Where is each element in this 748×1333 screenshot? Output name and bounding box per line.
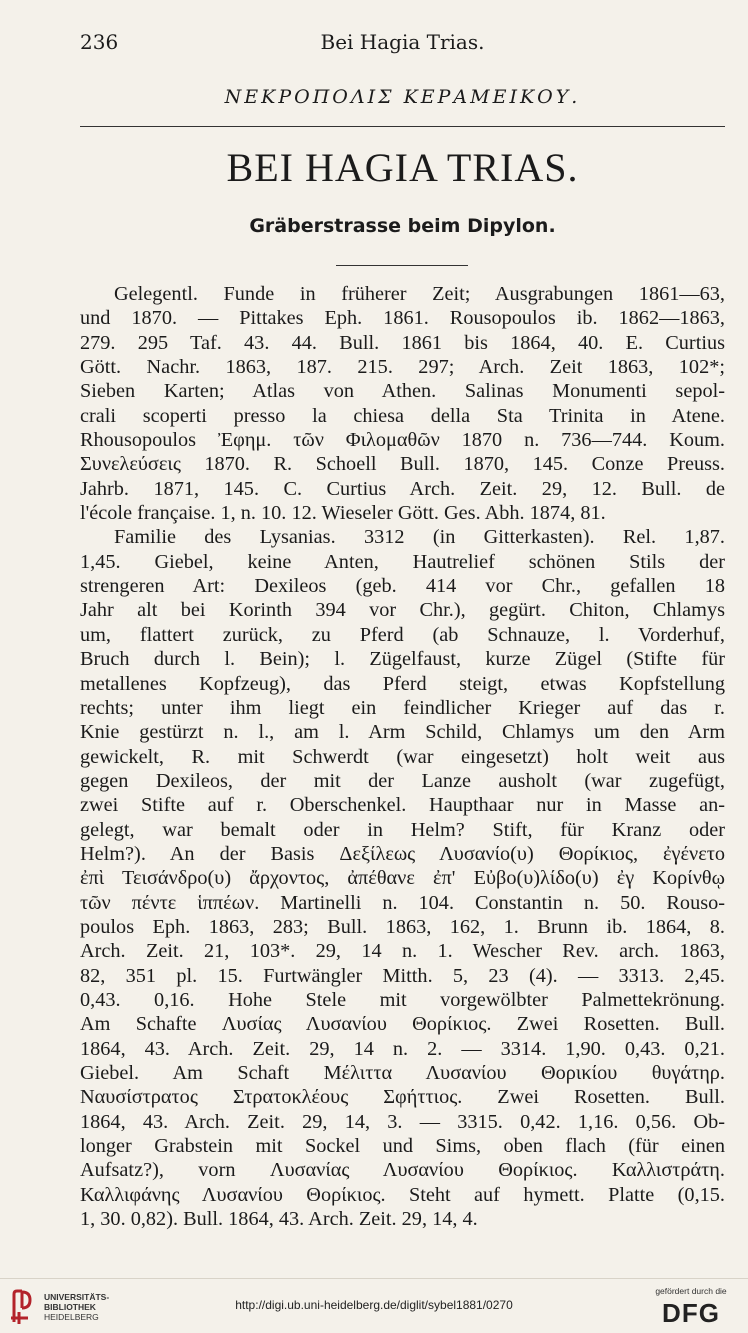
- source-url-link[interactable]: http://digi.ub.uni-heidelberg.de/diglit/sybel1881/0270: [235, 1298, 513, 1312]
- text-line: zwei Stifte auf r. Oberschenkel. Haupthaar nur in Masse an-: [80, 794, 725, 817]
- text-line: Giebel. Am Schaft Μέλιττα Λυσανίου Θορικίου θυγάτηρ.: [80, 1062, 725, 1084]
- subtitle-divider: [336, 265, 468, 266]
- text-line: Familie des Lysanias. 3312 (in Gitterkasten). Rel. 1,87.: [114, 526, 725, 549]
- footer-divider: [0, 1278, 748, 1279]
- text-line: 82, 351 pl. 15. Furtwängler Mitth. 5, 23 (4). — 3313. 2,45.: [80, 964, 725, 987]
- running-title: Bei Hagia Trias.: [320, 30, 485, 54]
- library-name-line: BIBLIOTHEK: [44, 1302, 96, 1312]
- dfg-logo: DFG: [662, 1298, 720, 1328]
- page-header: [80, 30, 725, 62]
- text-line: Καλλιφάνης Λυσανίου Θορίκιος. Steht auf hymett. Platte (0,15.: [80, 1183, 725, 1206]
- text-line: 1,45. Giebel, keine Anten, Hautrelief schönen Stils der: [80, 550, 725, 573]
- text-line: Aufsatz?), vorn Λυσανίας Λυσανίου Θορίκιος. Καλλιστράτη.: [80, 1159, 725, 1182]
- text-line: Rhousopoulos Ἐφημ. τῶν Φιλομαθῶν 1870 n. 736—744. Koum.: [80, 429, 725, 452]
- text-line: τῶν πέντε ἱππέων. Martinelli n. 104. Constantin n. 50. Rouso-: [80, 891, 725, 914]
- text-line: l'école française. 1, n. 10. 12. Wieseler Gött. Ges. Abh. 1874, 81.: [80, 502, 606, 525]
- text-line: Helm?). An der Basis Δεξίλεως Λυσανίο(υ) Θορίκιος, ἐγένετο: [80, 842, 725, 865]
- text-line: longer Grabstein mit Sockel und Sims, oben flach (für einen: [80, 1135, 725, 1158]
- text-line: 0,43. 0,16. Hohe Stele mit vorgewölbter Palmettekrönung.: [80, 988, 725, 1011]
- library-name-line: HEIDELBERG: [44, 1312, 99, 1322]
- library-name-line: UNIVERSITÄTS-: [44, 1292, 110, 1302]
- greek-section-title: ΝΕΚΡΟΠΟΛΙΣ ΚΕΡΑΜΕΙΚΟΥ.: [224, 86, 581, 108]
- text-line: crali scoperti presso la chiesa della Sta Trinita in Atene.: [80, 404, 725, 427]
- text-line: 1864, 43. Arch. Zeit. 29, 14, 3. — 3315. 0,42. 1,16. 0,56. Ob-: [80, 1110, 725, 1133]
- text-line: Am Schafte Λυσίας Λυσανίου Θορίκιος. Zwei Rosetten. Bull.: [80, 1013, 725, 1036]
- title-divider: [80, 126, 725, 127]
- text-line: Gött. Nachr. 1863, 187. 215. 297; Arch. Zeit 1863, 102*;: [80, 356, 725, 379]
- text-line: Jahrb. 1871, 145. C. Curtius Arch. Zeit. 29, 12. Bull. de: [80, 477, 725, 500]
- sponsor-text: gefördert durch die: [655, 1286, 727, 1296]
- text-line: Sieben Karten; Atlas von Athen. Salinas Monumenti sepol-: [80, 380, 725, 403]
- text-line: ἐπὶ Τεισάνδρο(υ) ἄρχοντος, ἀπέθανε ἐπ' Εὐβο(υ)λίδο(υ) ἐγ Κορίνθῳ: [80, 867, 725, 890]
- text-line: 1864, 43. Arch. Zeit. 29, 14 n. 2. — 3314. 1,90. 0,43. 0,21.: [80, 1037, 725, 1060]
- text-line: Gelegentl. Funde in früherer Zeit; Ausgrabungen 1861—63,: [114, 283, 725, 305]
- text-line: poulos Eph. 1863, 283; Bull. 1863, 162, 1. Brunn ib. 1864, 8.: [80, 915, 725, 938]
- page-number: 236: [80, 30, 119, 54]
- sponsor-block: [646, 1286, 736, 1329]
- text-line: Arch. Zeit. 21, 103*. 29, 14 n. 1. Wescher Rev. arch. 1863,: [80, 940, 725, 963]
- text-line: Συνελεύσεις 1870. R. Schoell Bull. 1870, 145. Conze Preuss.: [80, 453, 725, 476]
- text-line: strengeren Art: Dexileos (geb. 414 vor Chr., gefallen 18: [80, 575, 725, 598]
- chapter-title: BEI HAGIA TRIAS.: [226, 145, 579, 190]
- text-line: und 1870. — Pittakes Eph. 1861. Rousopoulos ib. 1862—1863,: [80, 307, 725, 330]
- text-line: gewickelt, R. mit Schwerdt (war eingesetzt) holt weit aus: [80, 745, 725, 768]
- text-line: metallenes Kopfzeug), das Pferd steigt, etwas Kopfstellung: [80, 672, 725, 695]
- text-line: gelegt, war bemalt oder in Helm? Stift, für Kranz oder: [80, 818, 725, 841]
- chapter-subtitle: Gräberstrasse beim Dipylon.: [249, 215, 556, 237]
- body-text: [80, 282, 725, 1231]
- text-line: 1, 30. 0,82). Bull. 1864, 43. Arch. Zeit. 29, 14, 4.: [80, 1208, 478, 1231]
- text-line: gegen Dexileos, der mit der Lanze ausholt (war zugefügt,: [80, 769, 725, 792]
- text-line: um, flattert zurück, zu Pferd (ab Schnauze, l. Vorderhuf,: [80, 623, 725, 646]
- text-line: 279. 295 Taf. 43. 44. Bull. 1861 bis 1864, 40. E. Curtius: [80, 331, 725, 354]
- text-line: rechts; unter ihm liegt ein feindlicher Krieger auf das r.: [80, 696, 725, 719]
- text-line: Ναυσίστρατος Στρατοκλέους Σφήττιος. Zwei Rosetten. Bull.: [80, 1086, 725, 1109]
- text-line: Bruch durch l. Bein); l. Zügelfaust, kurze Zügel (Stifte für: [80, 648, 725, 671]
- text-line: Knie gestürzt n. l., am l. Arm Schild, Chlamys um den Arm: [80, 721, 725, 744]
- text-line: Jahr alt bei Korinth 394 vor Chr.), gegürt. Chiton, Chlamys: [80, 599, 725, 622]
